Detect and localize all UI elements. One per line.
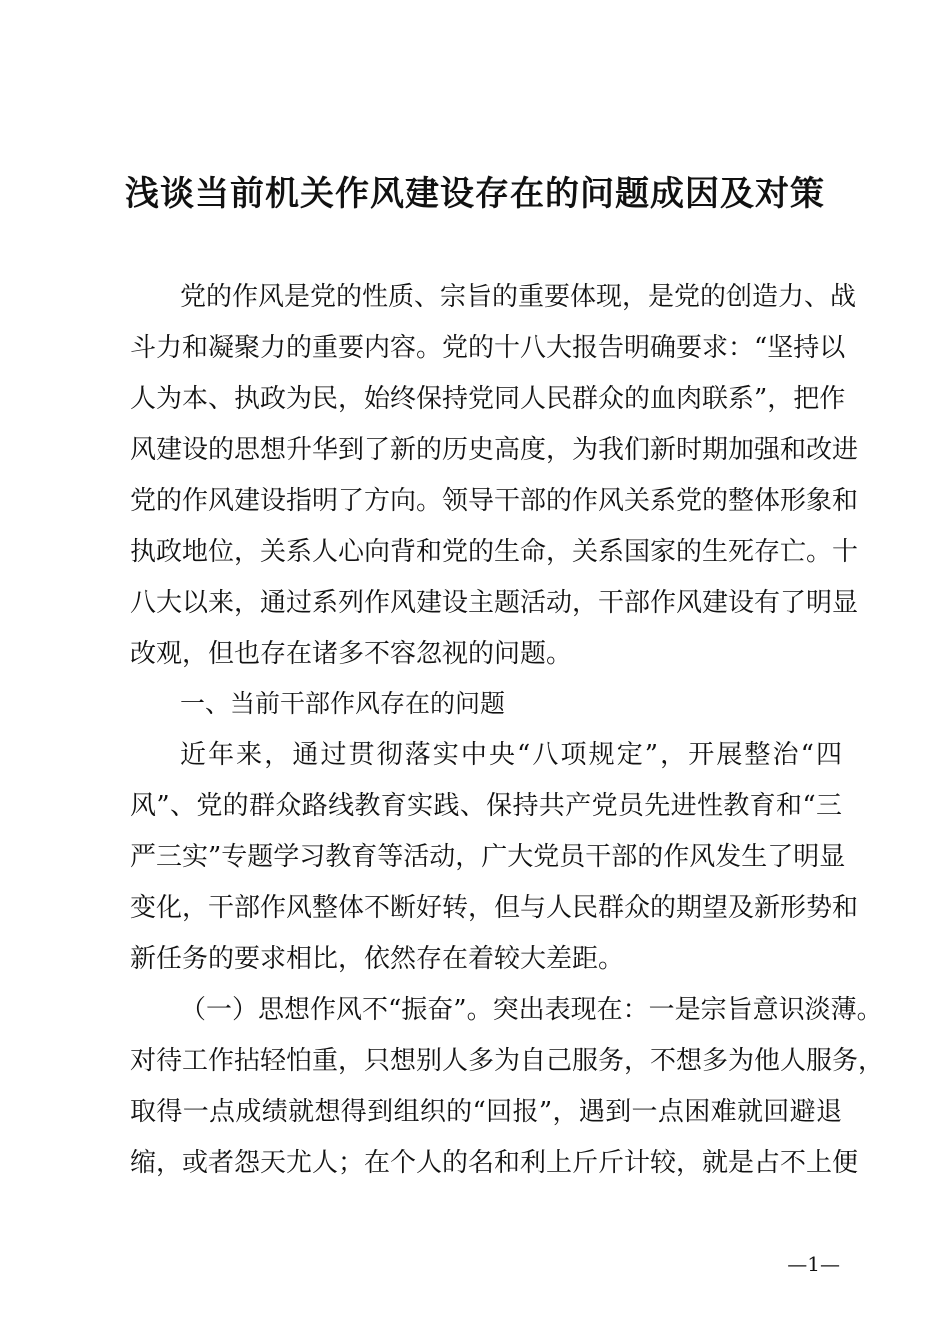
paragraph-line: 风建设的思想升华到了新的历史高度，为我们新时期加强和改进 — [130, 435, 859, 465]
paragraph-line: 改观，但也存在诸多不容忽视的问题。 — [130, 639, 573, 669]
paragraph-line: 八大以来，通过系列作风建设主题活动，干部作风建设有了明显 — [130, 588, 859, 618]
paragraph-line: 缩，或者怨天尤人；在个人的名和利上斤斤计较，就是占不上便 — [130, 1148, 859, 1178]
page-number: —1— — [787, 1252, 840, 1276]
paragraph-line: 对待工作拈轻怕重，只想别人多为自己服务，不想多为他人服务， — [130, 1046, 885, 1076]
document-title: 浅谈当前机关作风建设存在的问题成因及对策 — [125, 174, 825, 214]
paragraph-line: （一）思想作风不“振奋”。突出表现在：一是宗旨意识淡薄。 — [180, 995, 883, 1025]
paragraph-background — [130, 730, 859, 985]
paragraph-line: 变化，干部作风整体不断好转，但与人民群众的期望及新形势和 — [130, 893, 859, 923]
paragraph-intro — [130, 272, 859, 680]
paragraph-line: 风”、党的群众路线教育实践、保持共产党员先进性教育和“三 — [130, 791, 842, 821]
paragraph-line: 取得一点成绩就想得到组织的“回报”，遇到一点困难就回避退 — [130, 1097, 842, 1127]
paragraph-line: 新任务的要求相比，依然存在着较大差距。 — [130, 944, 625, 974]
paragraph-line: 近年来，通过贯彻落实中央“八项规定”，开展整治“四 — [180, 740, 842, 770]
paragraph-line: 严三实”专题学习教育等活动，广大党员干部的作风发生了明显 — [130, 842, 846, 872]
paragraph-line: 斗力和凝聚力的重要内容。党的十八大报告明确要求：“坚持以 — [130, 333, 846, 363]
paragraph-line: 人为本、执政为民，始终保持党同人民群众的血肉联系”，把作 — [130, 384, 846, 414]
paragraph-line: 执政地位，关系人心向背和党的生命，关系国家的生死存亡。十 — [130, 537, 859, 567]
section-heading: 一、当前干部作风存在的问题 — [180, 689, 506, 718]
paragraph-line: 党的作风建设指明了方向。领导干部的作风关系党的整体形象和 — [130, 486, 859, 516]
paragraph-subsection-1 — [130, 985, 885, 1189]
paragraph-line: 党的作风是党的性质、宗旨的重要体现，是党的创造力、战 — [180, 282, 857, 312]
